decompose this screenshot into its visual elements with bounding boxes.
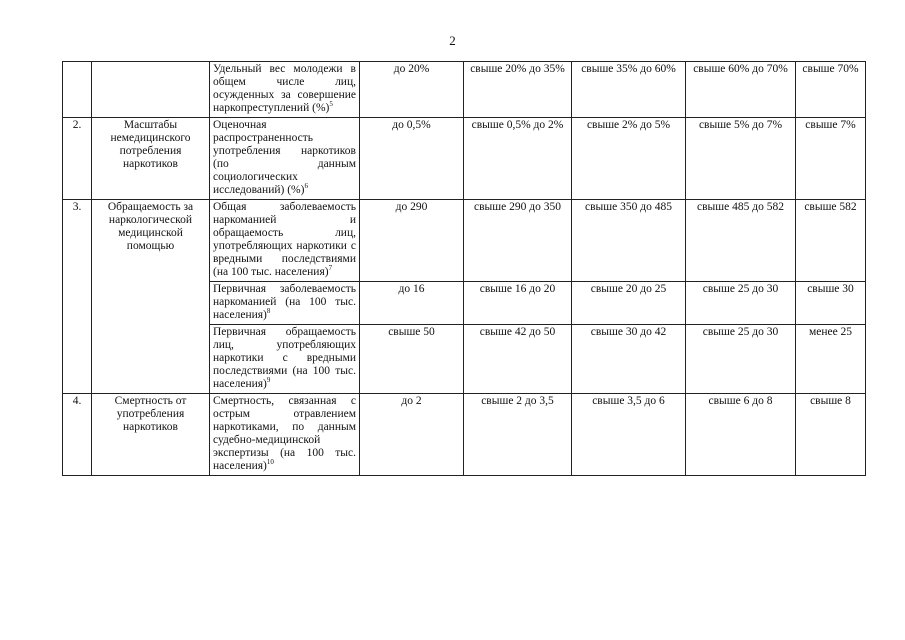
criterion-cell: Оценочная распространенность употребления наркотиков (по данным социологических исследований) (%)$^6$ [210,118,360,200]
value-cell: свыше 25 до 30 [686,282,796,325]
footnote-mark: 5 [329,100,333,109]
value-cell: свыше 350 до 485 [572,200,686,282]
value-cell: свыше 20 до 25 [572,282,686,325]
indicator-cell [92,62,210,118]
footnote-mark: 9 [266,376,271,385]
footnote-mark: 8 [266,307,271,316]
value-cell: свыше 35% до 60% [572,62,686,118]
value-cell: свыше 7% [796,118,866,200]
footnote-mark: 10 [266,458,274,467]
value-cell: свыше 16 до 20 [464,282,572,325]
row-number-cell [63,62,92,118]
criterion-cell: Первичная заболеваемость наркоманией (на 100 тыс. населения)$^8$ [210,282,360,325]
value-cell: свыше 0,5% до 2% [464,118,572,200]
value-cell: до 2 [360,394,464,476]
value-cell: свыше 2 до 3,5 [464,394,572,476]
value-cell: до 290 [360,200,464,282]
value-cell: свыше 60% до 70% [686,62,796,118]
value-cell: свыше 5% до 7% [686,118,796,200]
value-cell: до 0,5% [360,118,464,200]
value-cell: до 20% [360,62,464,118]
value-cell: менее 25 [796,325,866,394]
value-cell: свыше 25 до 30 [686,325,796,394]
row-number-cell: 4. [63,394,92,476]
value-cell: свыше 70% [796,62,866,118]
row-number-cell: 3. [63,200,92,394]
value-cell: свыше 6 до 8 [686,394,796,476]
value-cell: свыше 30 [796,282,866,325]
criterion-cell: Удельный вес молодежи в общем числе лиц, осужденных за совершение наркопреступлений (%)$^5$ [210,62,360,118]
value-cell: свыше 485 до 582 [686,200,796,282]
value-cell: свыше 2% до 5% [572,118,686,200]
value-cell: свыше 42 до 50 [464,325,572,394]
table-row [63,118,866,200]
value-cell: свыше 20% до 35% [464,62,572,118]
criterion-cell: Первичная обращаемость лиц, употребляющих наркотики с вредными последствиями (на 100 тыс. населения)$^9$ [210,325,360,394]
value-cell: до 16 [360,282,464,325]
value-cell: свыше 290 до 350 [464,200,572,282]
criterion-cell: Смертность, связанная с острым отравлением наркотиками, по данным судебно-медицинской экспертизы (на 100 тыс. населения)$^{10}$ [210,394,360,476]
indicator-cell: Смертность от употребления наркотиков [92,394,210,476]
footnote-mark: 7 [328,264,333,273]
value-cell: свыше 50 [360,325,464,394]
footnote-mark: 6 [304,182,308,191]
indicator-table [62,61,866,476]
row-number-cell: 2. [63,118,92,200]
criterion-cell: Общая заболеваемость наркоманией и обращаемость лиц, употребляющих наркотики с вредными последствиями (на 100 тыс. населения)$^7$ [210,200,360,282]
page-number: 2 [449,33,456,48]
value-cell: свыше 582 [796,200,866,282]
table-row [63,200,866,282]
value-cell: свыше 3,5 до 6 [572,394,686,476]
table-row [63,394,866,476]
indicator-cell: Обращаемость за наркологической медицинской помощью [92,200,210,394]
value-cell: свыше 30 до 42 [572,325,686,394]
value-cell: свыше 8 [796,394,866,476]
indicator-cell: Масштабы немедицинского потребления наркотиков [92,118,210,200]
table-row [63,62,866,118]
